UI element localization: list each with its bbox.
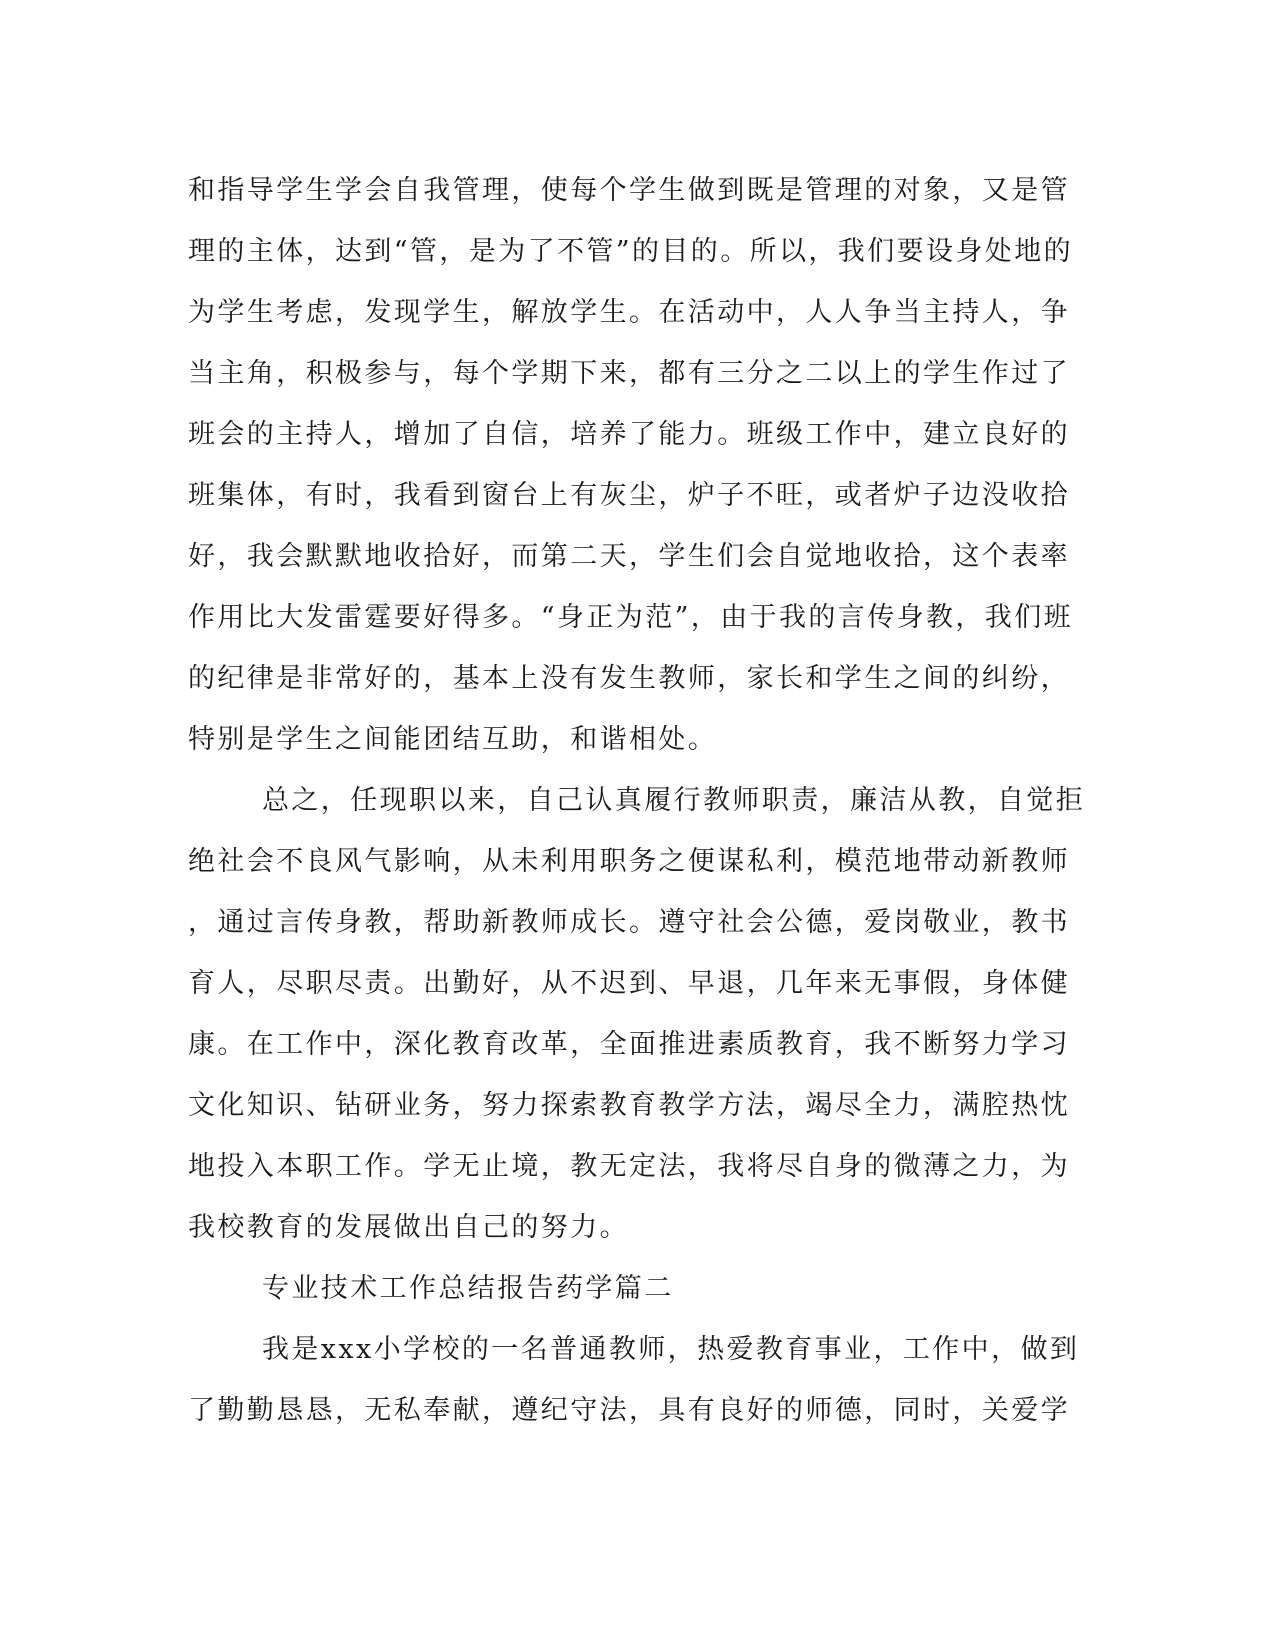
- text-line: 当主角，积极参与，每个学期下来，都有三分之二以上的学生作过了: [188, 358, 1070, 389]
- text-line: 了勤勤恳恳，无私奉献，遵纪守法，具有良好的师德，同时，关爱学: [188, 1395, 1070, 1426]
- text-line: 好，我会默默地收拾好，而第二天，学生们会自觉地收拾，这个表率: [188, 541, 1070, 572]
- section-heading: 专业技术工作总结报告药学篇二: [262, 1273, 674, 1304]
- text-line: 和指导学生学会自我管理，使每个学生做到既是管理的对象，又是管: [188, 175, 1070, 206]
- text-line: 地投入本职工作。学无止境，教无定法，我将尽自身的微薄之力，为: [188, 1151, 1070, 1182]
- paragraph-start-line: 我是xxx小学校的一名普通教师，热爱教育事业，工作中，做到: [262, 1334, 1080, 1365]
- text-line: ，通过言传身教，帮助新教师成长。遵守社会公德，爱岗敬业，教书: [188, 907, 1070, 938]
- paragraph-start-line: 总之，任现职以来，自己认真履行教师职责，廉洁从教，自觉拒: [262, 785, 1086, 816]
- text-line: 绝社会不良风气影响，从未利用职务之便谋私利，模范地带动新教师: [188, 846, 1070, 877]
- text-line: 班会的主持人，增加了自信，培养了能力。班级工作中，建立良好的: [188, 419, 1070, 450]
- text-line: 的纪律是非常好的，基本上没有发生教师，家长和学生之间的纠纷，: [188, 663, 1070, 694]
- text-line: 文化知识、钻研业务，努力探索教育教学方法，竭尽全力，满腔热忱: [188, 1090, 1070, 1121]
- text-line: 理的主体，达到“管，是为了不管”的目的。所以，我们要设身处地的: [188, 236, 1074, 267]
- text-line: 特别是学生之间能团结互助，和谐相处。: [188, 724, 718, 755]
- document-body: [188, 160, 1086, 1441]
- text-line: 为学生考虑，发现学生，解放学生。在活动中，人人争当主持人，争: [188, 297, 1070, 328]
- text-line: 我校教育的发展做出自己的努力。: [188, 1212, 629, 1243]
- text-line: 康。在工作中，深化教育改革，全面推进素质教育，我不断努力学习: [188, 1029, 1070, 1060]
- text-line: 育人，尽职尽责。出勤好，从不迟到、早退，几年来无事假，身体健: [188, 968, 1070, 999]
- text-line: 班集体，有时，我看到窗台上有灰尘，炉子不旺，或者炉子边没收拾: [188, 480, 1070, 511]
- text-line: 作用比大发雷霆要好得多。“身正为范”，由于我的言传身教，我们班: [188, 602, 1074, 633]
